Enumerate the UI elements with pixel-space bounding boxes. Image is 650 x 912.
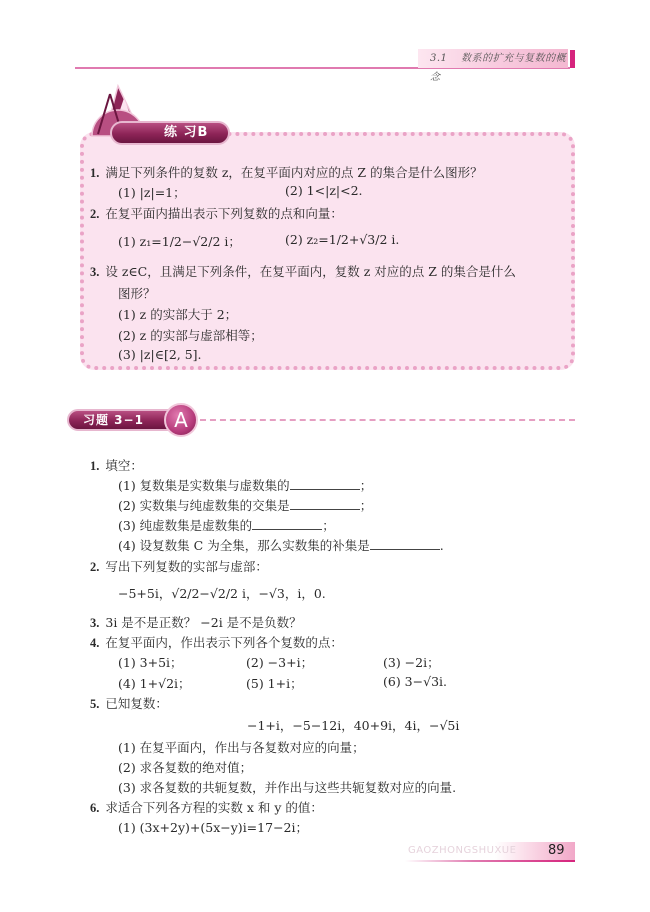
level-a-badge: A: [164, 403, 198, 437]
exercise-a-q5: 5. 已知复数：: [90, 696, 168, 711]
exercise-b-q2-sub1: (1) z₁=1/2−√2/2 i；: [118, 234, 241, 249]
exercise-b-q3-sub2: (2) z 的实部与虚部相等；: [118, 328, 263, 343]
exercise-a-q4-sub1: (1) 3+5i；: [118, 655, 183, 670]
running-header: [418, 49, 568, 83]
exercise-a-q5-sub2: (2) 求各复数的绝对值；: [118, 760, 253, 775]
answer-blank[interactable]: [252, 519, 322, 530]
exercise-a-q3: 3. 3i 是不是正数？ −2i 是不是负数？: [90, 615, 302, 630]
exercise-a-q5-sub3: (3) 求各复数的共轭复数，并作出与这些共轭复数对应的向量.: [118, 780, 457, 795]
exercise-b-q3: 3. 设 z∈C，且满足下列条件，在复平面内，复数 z 对应的点 Z 的集合是什么: [90, 264, 516, 279]
exercise-a-q6-sub1: (1) (3x+2y)+(5x−y)i=17−2i；: [118, 820, 308, 835]
exercise-b-q3-cont: 图形？: [118, 286, 156, 301]
exercise-b-badge: 练 习B: [110, 121, 230, 145]
answer-blank[interactable]: [290, 479, 360, 490]
exercise-a-q4-sub4: (4) 1+√2i；: [118, 676, 191, 691]
header-accent-bar: [570, 50, 575, 68]
exercise-a-q4-sub6: (6) 3−√3i.: [383, 674, 447, 689]
exercise-a-q2: 2. 写出下列复数的实部与虚部：: [90, 559, 268, 574]
exercise-b-q1-sub2: (2) 1<|z|<2.: [285, 183, 363, 198]
exercise-a-q4-sub2: (2) −3+i；: [246, 655, 314, 670]
answer-blank[interactable]: [370, 539, 440, 550]
exercise-a-q1-sub1: (1) 复数集是实数集与虚数集的 ；: [118, 478, 373, 493]
exercise-a-q4-sub5: (5) 1+i；: [246, 676, 303, 691]
exercise-b-q2-sub2: (2) z₂=1/2+√3/2 i.: [285, 232, 400, 247]
exercise-a-q1-sub2: (2) 实数集与纯虚数集的交集是 ；: [118, 498, 373, 513]
exercise-b-q2: 2. 在复平面内描出表示下列复数的点和向量：: [90, 206, 343, 221]
section-title: 数系的扩充与复数的概念: [430, 53, 567, 83]
exercise-a-q1-sub3: (3) 纯虚数集是虚数集的 ；: [118, 518, 335, 533]
exercise-a-divider: [200, 419, 575, 421]
exercise-b-q3-sub3: (3) |z|∈[2, 5].: [118, 347, 202, 362]
exercise-b-q1: 1. 满足下列条件的复数 z，在复平面内对应的点 Z 的集合是什么图形？: [90, 165, 483, 180]
footer-rule: [405, 860, 575, 862]
exercise-a-q2-expr: −5+5i，√2/2−√2/2 i，−√3，i，0.: [118, 586, 326, 601]
exercise-b-q1-sub1: (1) |z|=1；: [118, 185, 186, 200]
exercise-a-q1-sub4: (4) 设复数集 C 为全集，那么实数集的补集是 .: [118, 538, 444, 553]
book-name: GAOZHONGSHUXUE: [408, 845, 517, 856]
answer-blank[interactable]: [290, 499, 360, 510]
page-number: 89: [548, 843, 565, 858]
exercise-a-q5-sub1: (1) 在复平面内，作出与各复数对应的向量；: [118, 740, 365, 755]
exercise-a-badge: 习题 3−1: [67, 409, 185, 431]
exercise-a-q4-sub3: (3) −2i；: [383, 655, 440, 670]
exercise-a-q1: 1. 填空：: [90, 458, 143, 473]
exercise-a-q6: 6. 求适合下列各方程的实数 x 和 y 的值：: [90, 800, 323, 815]
exercise-a-q5-expr: −1+i，−5−12i，40+9i，4i，−√5i: [247, 718, 460, 733]
section-number: 3.1: [430, 53, 448, 64]
exercise-a-q4: 4. 在复平面内，作出表示下列各个复数的点：: [90, 635, 343, 650]
exercise-b-q3-sub1: (1) z 的实部大于 2；: [118, 307, 238, 322]
